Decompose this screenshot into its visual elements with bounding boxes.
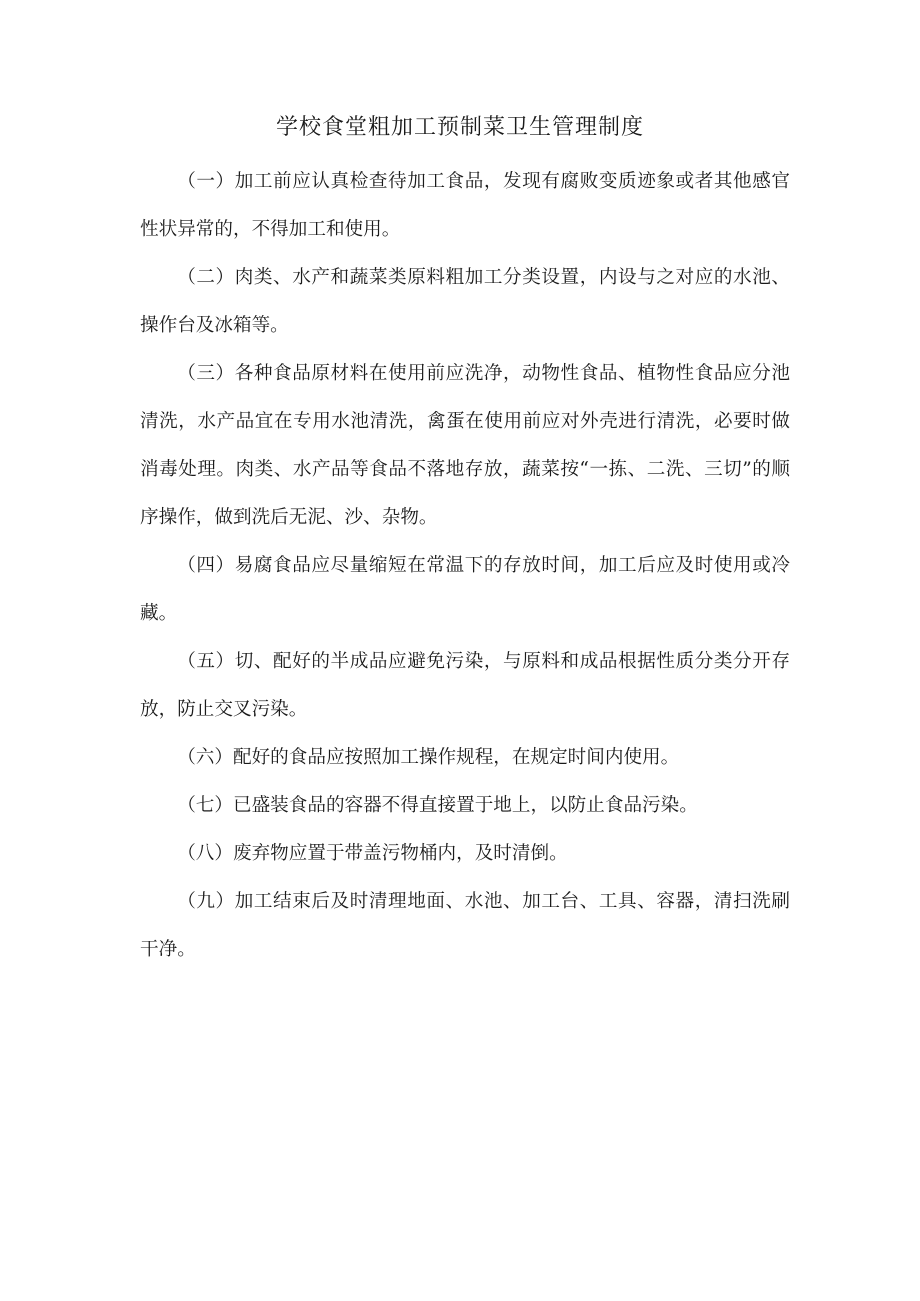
clause-3: （三）各种食品原材料在使用前应洗净，动物性食品、植物性食品应分池清洗，水产品宜在专用水池清洗，禽蛋在使用前应对外壳进行清洗，必要时做消毒处理。肉类、水产品等食品不落地存放，蔬菜按“一拣、二洗、三切”的顺序操作，做到洗后无泥、沙、杂物。 (140, 363, 790, 528)
document-title: 学校食堂粗加工预制菜卫生管理制度 (275, 115, 644, 140)
clause-5: （五）切、配好的半成品应避免污染，与原料和成品根据性质分类分开存放，防止交叉污染。 (140, 651, 790, 720)
clause-8: （八）废弃物应置于带盖污物桶内，及时清倒。 (177, 843, 568, 864)
clause-6: （六）配好的食品应按照加工操作规程，在规定时间内使用。 (177, 747, 680, 768)
clause-4: （四）易腐食品应尽量缩短在常温下的存放时间，加工后应及时使用或冷藏。 (140, 555, 790, 624)
clause-2: （二）肉类、水产和蔬菜类原料粗加工分类设置，内设与之对应的水池、操作台及冰箱等。 (140, 267, 790, 336)
clause-1: （一）加工前应认真检查待加工食品，发现有腐败变质迹象或者其他感官性状异常的，不得加工和使用。 (140, 171, 790, 240)
clause-9: （九）加工结束后及时清理地面、水池、加工台、工具、容器，清扫洗刷干净。 (140, 891, 790, 960)
clause-7: （七）已盛装食品的容器不得直接置于地上，以防止食品污染。 (177, 795, 698, 816)
